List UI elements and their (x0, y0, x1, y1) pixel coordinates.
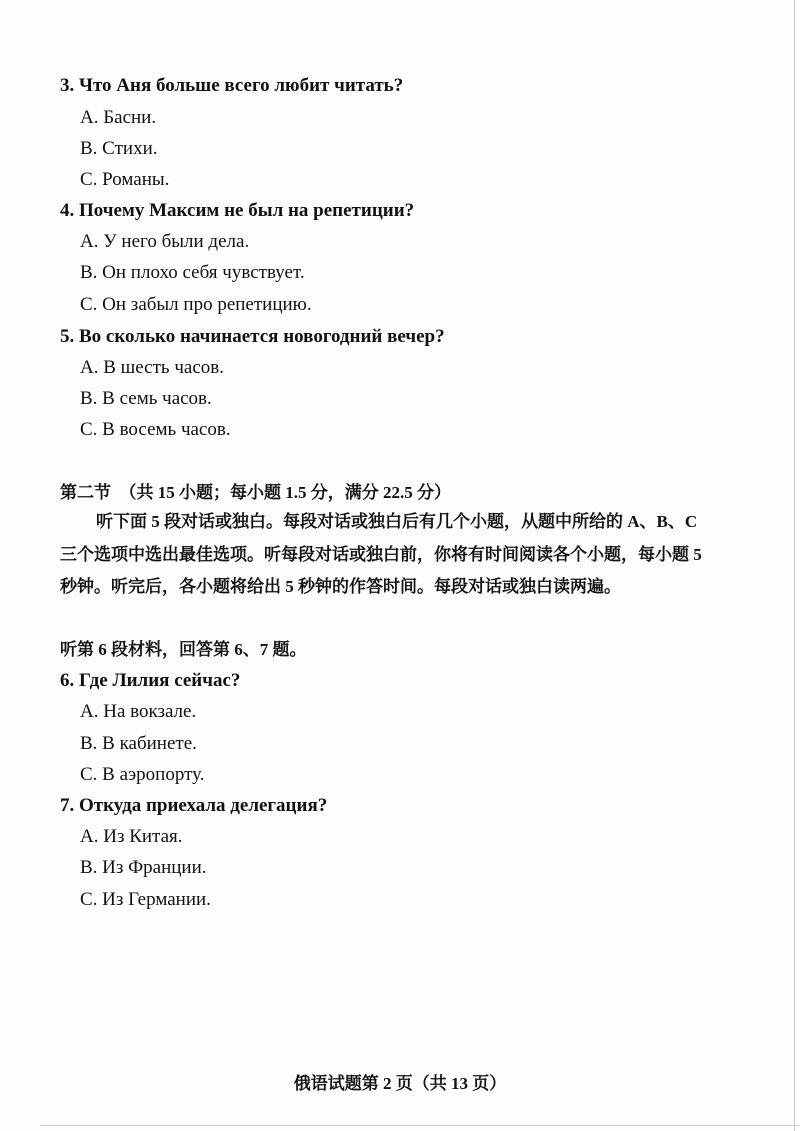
question-3-option-b: B. Стихи. (80, 138, 158, 159)
question-5-option-a: A. В шесть часов. (80, 357, 224, 378)
question-5-option-b: B. В семь часов. (80, 388, 212, 409)
page-edge-bottom (40, 1125, 800, 1126)
question-3-option-c: C. Романы. (80, 169, 170, 190)
section-2-instruction-line-3: 秒钟。听完后，各小题将给出 5 秒钟的作答时间。每段对话或独白读两遍。 (60, 577, 621, 596)
material-6-heading: 听第 6 段材料，回答第 6、7 题。 (60, 640, 307, 659)
question-5: 5. Во сколько начинается новогодний вечер? (60, 326, 445, 347)
question-6-option-b: B. В кабинете. (80, 733, 197, 754)
page-footer: 俄语试题第 2 页（共 13 页） (293, 1074, 507, 1093)
page-edge-right (794, 0, 795, 1131)
question-6: 6. Где Лилия сейчас? (60, 670, 241, 691)
question-7: 7. Откуда приехала делегация? (60, 795, 328, 816)
section-2-instruction-line-2: 三个选项中选出最佳选项。听每段对话或独白前，你将有时间阅读各个小题，每小题 5 (60, 545, 702, 564)
question-4-option-c: C. Он забыл про репетицию. (80, 294, 312, 315)
question-4-option-b: B. Он плохо себя чувствует. (80, 262, 305, 283)
question-7-option-c: C. Из Германии. (80, 889, 211, 910)
section-2-instruction-line-1: 听下面 5 段对话或独白。每段对话或独白后有几个小题，从题中所给的 A、B、C (96, 512, 698, 531)
question-4: 4. Почему Максим не был на репетиции? (60, 200, 415, 221)
question-4-option-a: A. У него были дела. (80, 231, 250, 252)
question-6-option-a: A. На вокзале. (80, 701, 197, 722)
question-7-option-a: A. Из Китая. (80, 826, 183, 847)
question-5-option-c: C. В восемь часов. (80, 419, 231, 440)
question-3-option-a: A. Басни. (80, 107, 157, 128)
question-7-option-b: B. Из Франции. (80, 857, 207, 878)
section-2-title: 第二节 （共 15 小题；每小题 1.5 分，满分 22.5 分） (60, 483, 451, 502)
question-3: 3. Что Аня больше всего любит читать? (60, 75, 404, 96)
question-6-option-c: C. В аэропорту. (80, 764, 205, 785)
